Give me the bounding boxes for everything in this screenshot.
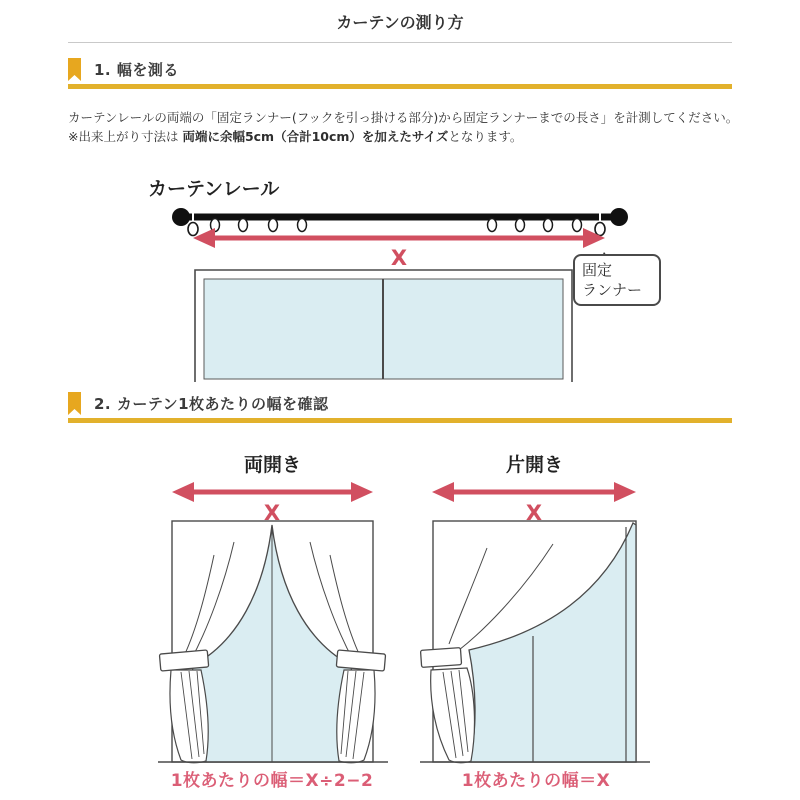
section2-rule: [68, 418, 732, 423]
rail-end-cap-left: [172, 208, 190, 226]
measure-x-label: X: [390, 246, 408, 270]
single-opening-title: 片開き: [505, 454, 563, 476]
tieback-right: [336, 650, 385, 671]
curtain-skirt-right: [431, 668, 475, 763]
rail-diagram: [0, 170, 800, 388]
tieback-left: [159, 650, 208, 671]
measure-x-right: X: [525, 501, 543, 525]
width-arrow: [193, 228, 605, 248]
curtain-rail: [172, 208, 628, 236]
double-opening-diagram: [158, 482, 388, 763]
section2-heading: 2. カーテン1枚あたりの幅を確認: [94, 395, 329, 413]
formula-double: 1枚あたりの幅＝X÷2−2: [170, 771, 374, 791]
window-frame: [195, 270, 572, 382]
width-arrow-left: [172, 482, 373, 502]
section2-header: [68, 392, 329, 415]
section1-header: [68, 58, 179, 81]
section1-heading: 1. 幅を測る: [94, 61, 179, 79]
rail-end-cap-right: [610, 208, 628, 226]
curtain-rail-label: カーテンレール: [148, 178, 280, 200]
runner-label-line1: 固定: [582, 261, 613, 279]
double-opening-title: 両開き: [243, 454, 301, 476]
bookmark-icon: [68, 58, 81, 81]
bookmark-icon: [68, 392, 81, 415]
curtain-width-diagrams: [0, 430, 800, 800]
single-opening-diagram: [420, 482, 650, 763]
width-arrow-right: [432, 482, 636, 502]
window-glass-right: [469, 523, 636, 762]
runner-label-line2: ランナー: [582, 281, 643, 299]
section1-rule: [68, 84, 732, 89]
formula-single: 1枚あたりの幅＝X: [461, 771, 611, 791]
page-title: カーテンの測り方: [336, 13, 464, 32]
measure-x-left: X: [263, 501, 281, 525]
note-line1: カーテンレールの両端の「固定ランナー(フックを引っ掛ける部分)から固定ランナーまでの長さ」を計測してください。: [68, 110, 739, 125]
tieback-single: [420, 648, 461, 668]
note-line2: ※出来上がり寸法は 両端に余幅5cm（合計10cm）を加えたサイズとなります。: [68, 129, 523, 144]
title-divider: [68, 42, 732, 43]
section1-note: [68, 108, 748, 146]
fixed-runner-callout: [573, 254, 661, 306]
